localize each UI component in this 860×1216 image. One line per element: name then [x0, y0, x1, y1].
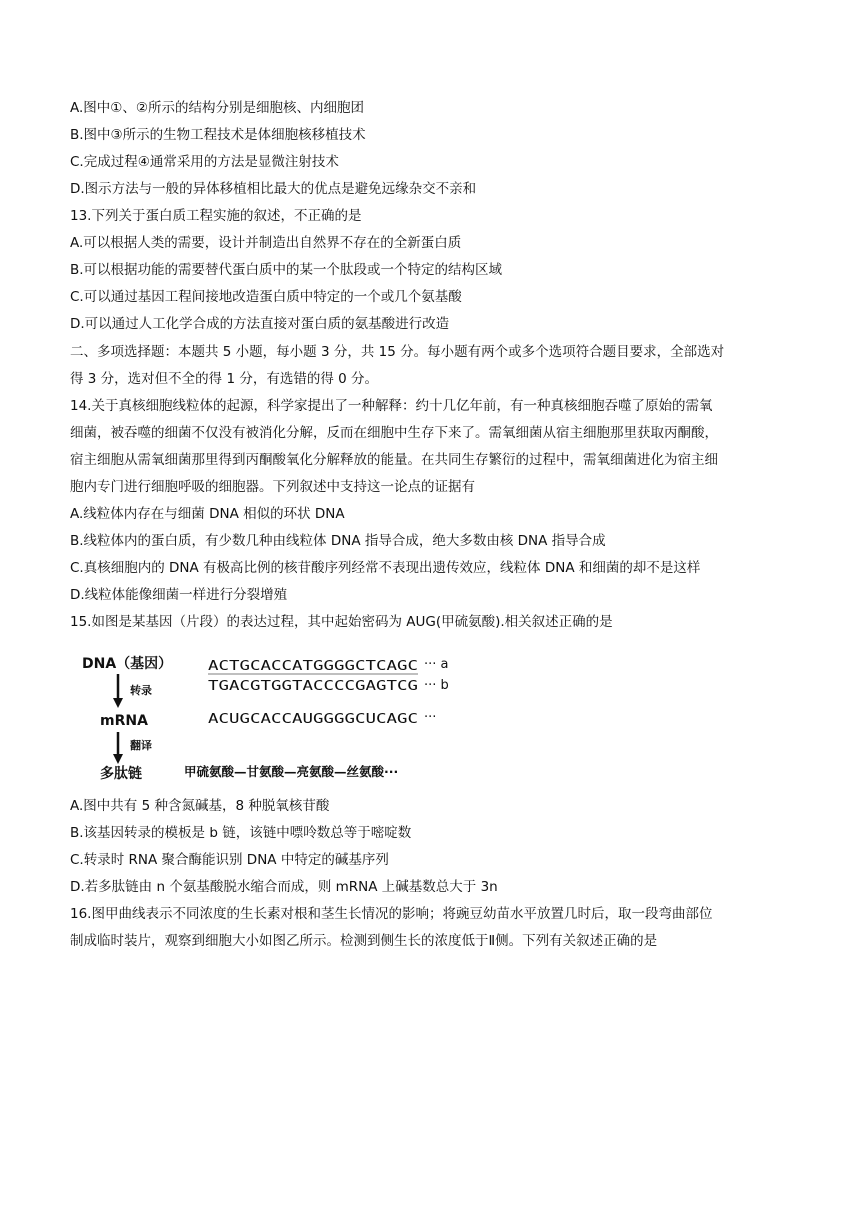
q12-option-c: C.完成过程④通常采用的方法是显微注射技术: [70, 154, 339, 170]
section2-heading-line1: 二、多项选择题：本题共 5 小题，每小题 3 分，共 15 分。每小题有两个或多个选项符合题目要求，全部选对: [70, 344, 725, 360]
q14-stem-line3: 宿主细胞从需氧细菌那里得到丙酮酸氧化分解释放的能量。在共同生存繁衍的过程中，需氧细菌进化为宿主细: [70, 452, 718, 468]
q12-option-b: B.图中③所示的生物工程技术是体细胞核移植技术: [70, 127, 366, 143]
q14-option-c: C.真核细胞内的 DNA 有极高比例的核苷酸序列经常不表现出遗传效应，线粒体 DNA 和细菌的却不是这样: [70, 560, 701, 576]
section2-heading-line2: 得 3 分，选对但不全的得 1 分，有选错的得 0 分。: [70, 371, 379, 387]
q16-stem-line2: 制成临时装片，观察到细胞大小如图乙所示。检测到侧生长的浓度低于Ⅱ侧。下列有关叙述正确的是: [70, 933, 658, 949]
transcription-arrowhead-icon: [113, 698, 123, 708]
q14-option-b: B.线粒体内的蛋白质，有少数几种由线粒体 DNA 指导合成，绝大多数由核 DNA 指导合成: [70, 533, 606, 549]
q12-option-a: A.图中①、②所示的结构分别是细胞核、内细胞团: [70, 100, 364, 116]
q16-stem-line1: 16.图甲曲线表示不同浓度的生长素对根和茎生长情况的影响；将豌豆幼苗水平放置几时后，取一段弯曲部位: [70, 906, 713, 922]
q15-option-c: C.转录时 RNA 聚合酶能识别 DNA 中特定的碱基序列: [70, 852, 389, 868]
polypeptide-sequence: 甲硫氨酸—甘氨酸—亮氨酸—丝氨酸···: [184, 764, 399, 779]
q13-option-b: B.可以根据功能的需要替代蛋白质中的某一个肽段或一个特定的结构区域: [70, 262, 503, 278]
dna-strand-a: ACTGCACCATGGGGCTCAGC: [208, 659, 418, 674]
figure-translation-label: 翻译: [130, 739, 152, 752]
q14-option-a: A.线粒体内存在与细菌 DNA 相似的环状 DNA: [70, 506, 345, 522]
dna-strand-a-tag: ··· a: [424, 657, 449, 672]
figure-transcription-label: 转录: [130, 684, 152, 697]
q12-option-d: D.图示方法与一般的异体移植相比最大的优点是避免远缘杂交不亲和: [70, 181, 477, 197]
figure-polypeptide-label: 多肽链: [100, 766, 142, 782]
q15-option-a: A.图中共有 5 种含氮碱基，8 种脱氧核苷酸: [70, 798, 330, 814]
q13-stem: 13.下列关于蛋白质工程实施的叙述，不正确的是: [70, 208, 362, 224]
q13-option-d: D.可以通过人工化学合成的方法直接对蛋白质的氨基酸进行改造: [70, 316, 450, 332]
figure-mrna-label: mRNA: [100, 713, 148, 729]
q15-option-d: D.若多肽链由 n 个氨基酸脱水缩合而成，则 mRNA 上碱基数总大于 3n: [70, 879, 498, 895]
q14-option-d: D.线粒体能像细菌一样进行分裂增殖: [70, 587, 288, 603]
figure-dna-label: DNA（基因）: [82, 656, 173, 672]
dna-strand-b: TGACGTGGTACCCCGAGTCG: [208, 679, 419, 694]
q13-option-c: C.可以通过基因工程间接地改造蛋白质中特定的一个或几个氨基酸: [70, 289, 462, 305]
mrna-sequence: ACUGCACCAUGGGGCUCAGC: [208, 712, 418, 727]
gene-expression-figure: [78, 648, 478, 784]
q15-option-b: B.该基因转录的模板是 b 链，该链中嘌呤数总等于嘧啶数: [70, 825, 412, 841]
dna-strand-b-tag: ··· b: [424, 678, 449, 693]
q14-stem-line4: 胞内专门进行细胞呼吸的细胞器。下列叙述中支持这一论点的证据有: [70, 479, 475, 495]
q14-stem-line2: 细菌，被吞噬的细菌不仅没有被消化分解，反而在细胞中生存下来了。需氧细菌从宿主细胞那里获取丙酮酸，: [70, 425, 718, 441]
q14-stem-line1: 14.关于真核细胞线粒体的起源，科学家提出了一种解释：约十几亿年前，有一种真核细胞吞噬了原始的需氧: [70, 398, 713, 414]
mrna-sequence-tag: ···: [424, 710, 437, 725]
translation-arrowhead-icon: [113, 754, 123, 764]
q15-stem: 15.如图是某基因（片段）的表达过程，其中起始密码为 AUG(甲硫氨酸).相关叙述正确的是: [70, 614, 613, 630]
q13-option-a: A.可以根据人类的需要，设计并制造出自然界不存在的全新蛋白质: [70, 235, 462, 251]
